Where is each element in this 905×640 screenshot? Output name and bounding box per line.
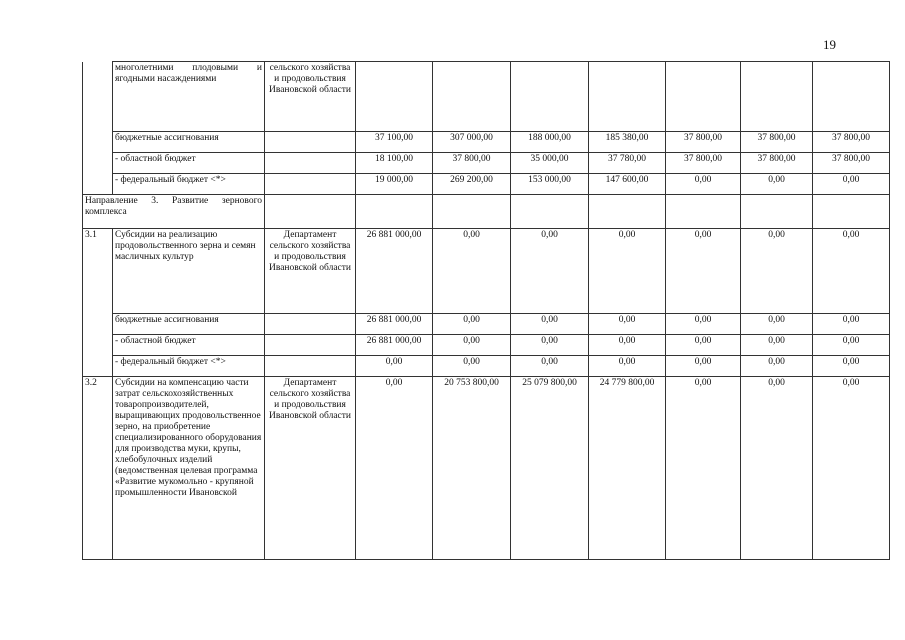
- value-cell: 0,00: [589, 229, 666, 314]
- value-cell: 0,00: [813, 356, 890, 377]
- value-cell: 0,00: [813, 377, 890, 560]
- page-number: 19: [823, 37, 836, 52]
- row-number-cell: 3.2: [83, 377, 113, 560]
- table-row: [83, 195, 890, 229]
- value-cell: 0,00: [589, 356, 666, 377]
- value-cell: 35 000,00: [511, 153, 589, 174]
- value-cell: 0,00: [511, 229, 589, 314]
- value-cell: 0,00: [589, 335, 666, 356]
- table-row: [83, 314, 890, 335]
- value-cell: 185 380,00: [589, 132, 666, 153]
- value-cell: [813, 62, 890, 132]
- value-cell: 0,00: [741, 377, 813, 560]
- value-cell: 0,00: [433, 335, 511, 356]
- row-number-cell: [83, 335, 113, 356]
- department-cell: [265, 356, 356, 377]
- value-cell: [433, 195, 511, 229]
- value-cell: 26 881 000,00: [356, 314, 433, 335]
- department-cell: Департамент сельского хозяйства и продовольствия Ивановской области: [265, 229, 356, 314]
- value-cell: 269 200,00: [433, 174, 511, 195]
- value-cell: [356, 62, 433, 132]
- measure-name-cell: Субсидии на компенсацию части затрат сельскохозяйственных товаропроизводителей, выращивающих продовольственное зерно, на приобретение специализированного оборудования для производства муки, крупы, хлебобулочных изделий (ведомственная целевая программа «Развитие мукомольно - крупяной промышленности Ивановской: [113, 377, 265, 560]
- department-cell: [265, 314, 356, 335]
- value-cell: 0,00: [813, 335, 890, 356]
- value-cell: 0,00: [813, 314, 890, 335]
- value-cell: 0,00: [433, 229, 511, 314]
- value-cell: 26 881 000,00: [356, 335, 433, 356]
- value-cell: 37 800,00: [666, 153, 741, 174]
- value-cell: 0,00: [356, 377, 433, 560]
- value-cell: 0,00: [741, 356, 813, 377]
- value-cell: 37 800,00: [813, 132, 890, 153]
- value-cell: 0,00: [589, 314, 666, 335]
- value-cell: 0,00: [433, 314, 511, 335]
- value-cell: 18 100,00: [356, 153, 433, 174]
- value-cell: 0,00: [433, 356, 511, 377]
- value-cell: 0,00: [666, 377, 741, 560]
- department-cell: сельского хозяйства и продовольствия Ивановской области: [265, 62, 356, 132]
- value-cell: 0,00: [356, 356, 433, 377]
- department-cell: [265, 195, 356, 229]
- value-cell: 19 000,00: [356, 174, 433, 195]
- table-row: [83, 335, 890, 356]
- measure-name-cell: - федеральный бюджет <*>: [113, 356, 265, 377]
- value-cell: 37 800,00: [433, 153, 511, 174]
- value-cell: 0,00: [741, 174, 813, 195]
- value-cell: 0,00: [666, 335, 741, 356]
- measure-name-cell: - федеральный бюджет <*>: [113, 174, 265, 195]
- value-cell: 25 079 800,00: [511, 377, 589, 560]
- value-cell: 0,00: [666, 229, 741, 314]
- value-cell: 37 100,00: [356, 132, 433, 153]
- value-cell: 37 800,00: [741, 153, 813, 174]
- measure-name-cell: - областной бюджет: [113, 153, 265, 174]
- value-cell: 37 800,00: [741, 132, 813, 153]
- row-number-cell: [83, 314, 113, 335]
- value-cell: [356, 195, 433, 229]
- value-cell: 0,00: [666, 356, 741, 377]
- department-cell: [265, 174, 356, 195]
- value-cell: [511, 195, 589, 229]
- measure-name-cell: Субсидии на реализацию продовольственного зерна и семян масличных культур: [113, 229, 265, 314]
- row-number-cell: [83, 356, 113, 377]
- table-row: [83, 174, 890, 195]
- value-cell: 153 000,00: [511, 174, 589, 195]
- value-cell: [741, 195, 813, 229]
- table-row: [83, 132, 890, 153]
- value-cell: 37 780,00: [589, 153, 666, 174]
- value-cell: 24 779 800,00: [589, 377, 666, 560]
- value-cell: [666, 195, 741, 229]
- table-row: [83, 62, 890, 132]
- value-cell: [666, 62, 741, 132]
- row-number-cell: [83, 132, 113, 153]
- value-cell: [813, 195, 890, 229]
- value-cell: 0,00: [666, 314, 741, 335]
- row-number-cell: [83, 174, 113, 195]
- value-cell: 0,00: [813, 174, 890, 195]
- value-cell: 0,00: [813, 229, 890, 314]
- department-cell: [265, 132, 356, 153]
- value-cell: 188 000,00: [511, 132, 589, 153]
- value-cell: [589, 62, 666, 132]
- department-cell: [265, 335, 356, 356]
- value-cell: 0,00: [666, 174, 741, 195]
- value-cell: 0,00: [741, 314, 813, 335]
- value-cell: [741, 62, 813, 132]
- measure-name-cell: бюджетные ассигнования: [113, 132, 265, 153]
- table-row: [83, 153, 890, 174]
- value-cell: 0,00: [511, 335, 589, 356]
- value-cell: 0,00: [511, 356, 589, 377]
- row-number-cell: [83, 62, 113, 132]
- value-cell: 147 600,00: [589, 174, 666, 195]
- measure-name-cell: многолетними плодовыми и ягодными насаждениями: [113, 62, 265, 132]
- value-cell: 0,00: [741, 335, 813, 356]
- value-cell: 307 000,00: [433, 132, 511, 153]
- value-cell: [511, 62, 589, 132]
- value-cell: 0,00: [741, 229, 813, 314]
- measure-name-cell: - областной бюджет: [113, 335, 265, 356]
- table-row: [83, 377, 890, 560]
- department-cell: Департамент сельского хозяйства и продовольствия Ивановской области: [265, 377, 356, 560]
- table-row: [83, 229, 890, 314]
- row-number-cell: [83, 153, 113, 174]
- budget-table: [82, 61, 890, 560]
- value-cell: [433, 62, 511, 132]
- value-cell: 37 800,00: [666, 132, 741, 153]
- value-cell: 0,00: [511, 314, 589, 335]
- value-cell: 26 881 000,00: [356, 229, 433, 314]
- section-heading-cell: Направление 3. Развитие зернового комплекса: [83, 195, 265, 229]
- value-cell: [589, 195, 666, 229]
- department-cell: [265, 153, 356, 174]
- table-row: [83, 356, 890, 377]
- measure-name-cell: бюджетные ассигнования: [113, 314, 265, 335]
- value-cell: 20 753 800,00: [433, 377, 511, 560]
- value-cell: 37 800,00: [813, 153, 890, 174]
- row-number-cell: 3.1: [83, 229, 113, 314]
